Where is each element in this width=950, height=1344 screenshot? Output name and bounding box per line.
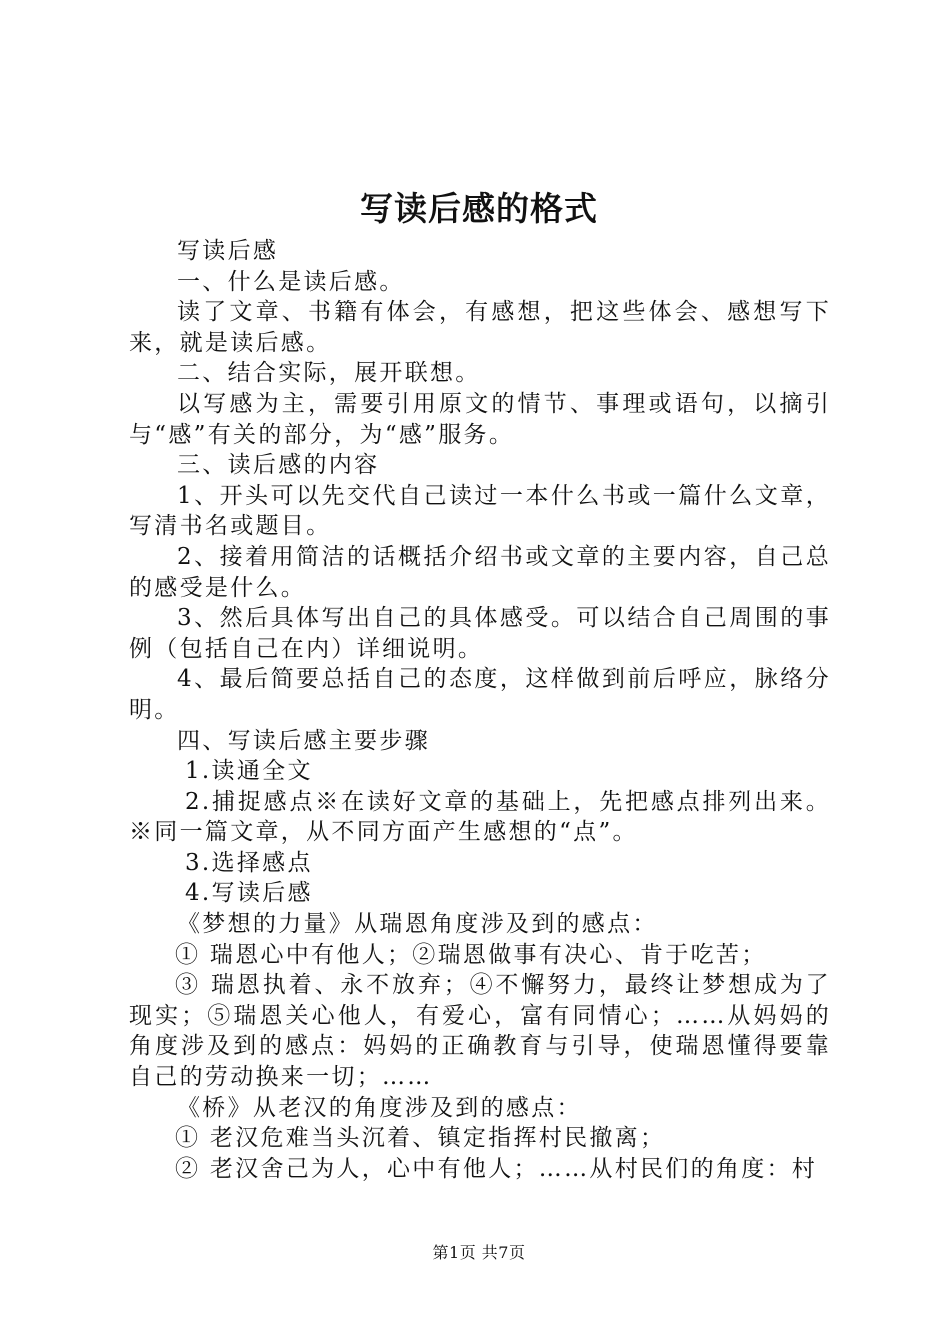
paragraph: 三、读后感的内容: [177, 452, 380, 479]
paragraph: 4、最后简要总括自己的态度，这样做到前后呼应，脉络分明。: [129, 666, 831, 723]
paragraph: 读了文章、书籍有体会，有感想，把这些体会、感想写下来，就是读后感。: [129, 299, 831, 356]
paragraph: ① 老汉危难当头沉着、镇定指挥村民撤离；: [175, 1125, 666, 1152]
document-body: [129, 236, 831, 1184]
paragraph: 以写感为主，需要引用原文的情节、事理或语句，以摘引与“感”有关的部分，为“感”服务。: [129, 390, 831, 448]
paragraph: ① 瑞恩心中有他人；②瑞恩做事有决心、肯于吃苦；: [175, 941, 767, 968]
paragraph: 二、结合实际，展开联想。: [177, 360, 481, 387]
paragraph: 1、开头可以先交代自己读过一本什么书或一篇什么文章，写清书名或题目。: [129, 482, 831, 540]
paragraph: 一、什么是读后感。: [177, 268, 405, 295]
step-item: 4.写读后感: [185, 880, 313, 907]
paragraph: 《桥》从老汉的角度涉及到的感点：: [177, 1094, 582, 1121]
paragraph: ② 老汉舍己为人，心中有他人；……从村民们的角度：村: [175, 1155, 818, 1182]
step-item: 2.捕捉感点※在读好文章的基础上，先把感点排列出来。※同一篇文章，从不同方面产生感想的“点”。: [129, 788, 831, 846]
page-footer: 第1页 共7页: [432, 1243, 526, 1262]
paragraph: 2、接着用简洁的话概括介绍书或文章的主要内容，自己总的感受是什么。: [129, 543, 831, 601]
paragraph: 四、写读后感主要步骤: [177, 727, 430, 754]
paragraph: ③ 瑞恩执着、永不放弃；④不懈努力，最终让梦想成为了现实；⑤瑞恩关心他人，有爱心，富有同情心；……从妈妈的角度涉及到的感点：妈妈的正确教育与引导，使瑞恩懂得要靠自己的劳动换来一切；……: [129, 972, 831, 1091]
step-item: 3.选择感点: [185, 849, 313, 876]
paragraph: 《梦想的力量》从瑞恩角度涉及到的感点：: [177, 911, 658, 938]
paragraph: 写读后感: [177, 238, 279, 264]
paragraph: 3、然后具体写出自己的具体感受。可以结合自己周围的事例（包括自己在内）详细说明。: [129, 605, 831, 662]
step-item: 1.读通全文: [185, 758, 313, 785]
document-title: 写读后感的格式: [360, 189, 598, 228]
